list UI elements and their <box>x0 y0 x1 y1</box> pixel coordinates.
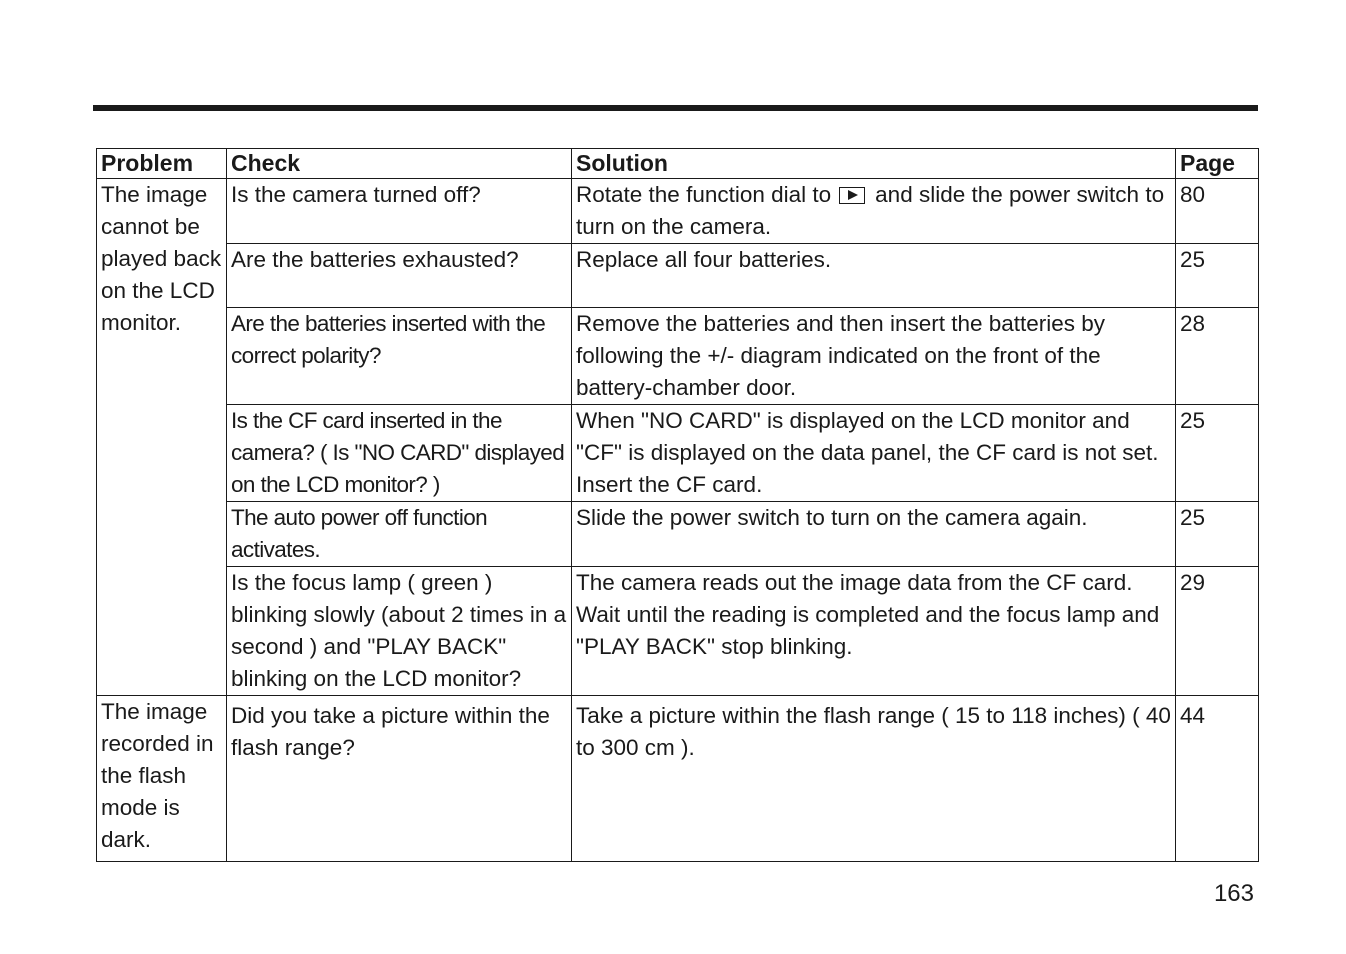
table-row <box>97 244 1259 308</box>
solution-text: Rotate the function dial to <box>576 182 832 207</box>
page-cell: 28 <box>1176 308 1259 405</box>
page-cell: 25 <box>1176 502 1259 567</box>
problem-cell: The image recorded in the flash mode is dark. <box>97 696 227 862</box>
solution-cell: Replace all four batteries. <box>572 244 1176 308</box>
table-row <box>97 696 1259 862</box>
check-cell: Is the focus lamp ( green ) blinking slowly (about 2 times in a second ) and "PLAY BACK" blinking on the LCD monitor? <box>227 567 572 696</box>
page-cell: 29 <box>1176 567 1259 696</box>
solution-cell: When "NO CARD" is displayed on the LCD monitor and "CF" is displayed on the data panel, the CF card is not set. Insert the CF card. <box>572 405 1176 502</box>
solution-line: Wait until the reading is completed and the focus lamp and "PLAY BACK" stop blinking. <box>576 602 1160 659</box>
page-cell: 44 <box>1176 696 1259 862</box>
top-rule <box>93 105 1258 111</box>
check-cell: Are the batteries exhausted? <box>227 244 572 308</box>
play-icon <box>839 187 865 204</box>
header-row <box>97 149 1259 179</box>
check-cell: Is the camera turned off? <box>227 179 572 244</box>
table-row <box>97 308 1259 405</box>
solution-text: and slide the power switch to turn on the camera. <box>576 182 1165 239</box>
header-problem: Problem <box>97 149 227 179</box>
table-row <box>97 567 1259 696</box>
page-cell: 80 <box>1176 179 1259 244</box>
solution-cell: Take a picture within the flash range ( 15 to 118 inches) ( 40 to 300 cm ). <box>572 696 1176 862</box>
problem-cell: The image cannot be played back on the LCD monitor. <box>97 179 227 696</box>
header-check: Check <box>227 149 572 179</box>
table-row <box>97 405 1259 502</box>
page-cell: 25 <box>1176 405 1259 502</box>
check-cell: Did you take a picture within the flash range? <box>227 696 572 862</box>
solution-cell <box>572 179 1176 244</box>
solution-line: The camera reads out the image data from the CF card. <box>576 570 1133 595</box>
check-cell: The auto power off function activates. <box>227 502 572 567</box>
table-row <box>97 179 1259 244</box>
solution-cell: Slide the power switch to turn on the camera again. <box>572 502 1176 567</box>
check-cell: Are the batteries inserted with the correct polarity? <box>227 308 572 405</box>
table-row <box>97 502 1259 567</box>
page-cell: 25 <box>1176 244 1259 308</box>
troubleshooting-table <box>96 148 1259 862</box>
header-page: Page <box>1176 149 1259 179</box>
page-number: 163 <box>1213 880 1254 907</box>
header-solution: Solution <box>572 149 1176 179</box>
check-cell: Is the CF card inserted in the camera? ( Is "NO CARD" displayed on the LCD monitor? ) <box>227 405 572 502</box>
solution-cell <box>572 567 1176 696</box>
solution-cell: Remove the batteries and then insert the batteries by following the +/- diagram indicated on the front of the battery-chamber door. <box>572 308 1176 405</box>
